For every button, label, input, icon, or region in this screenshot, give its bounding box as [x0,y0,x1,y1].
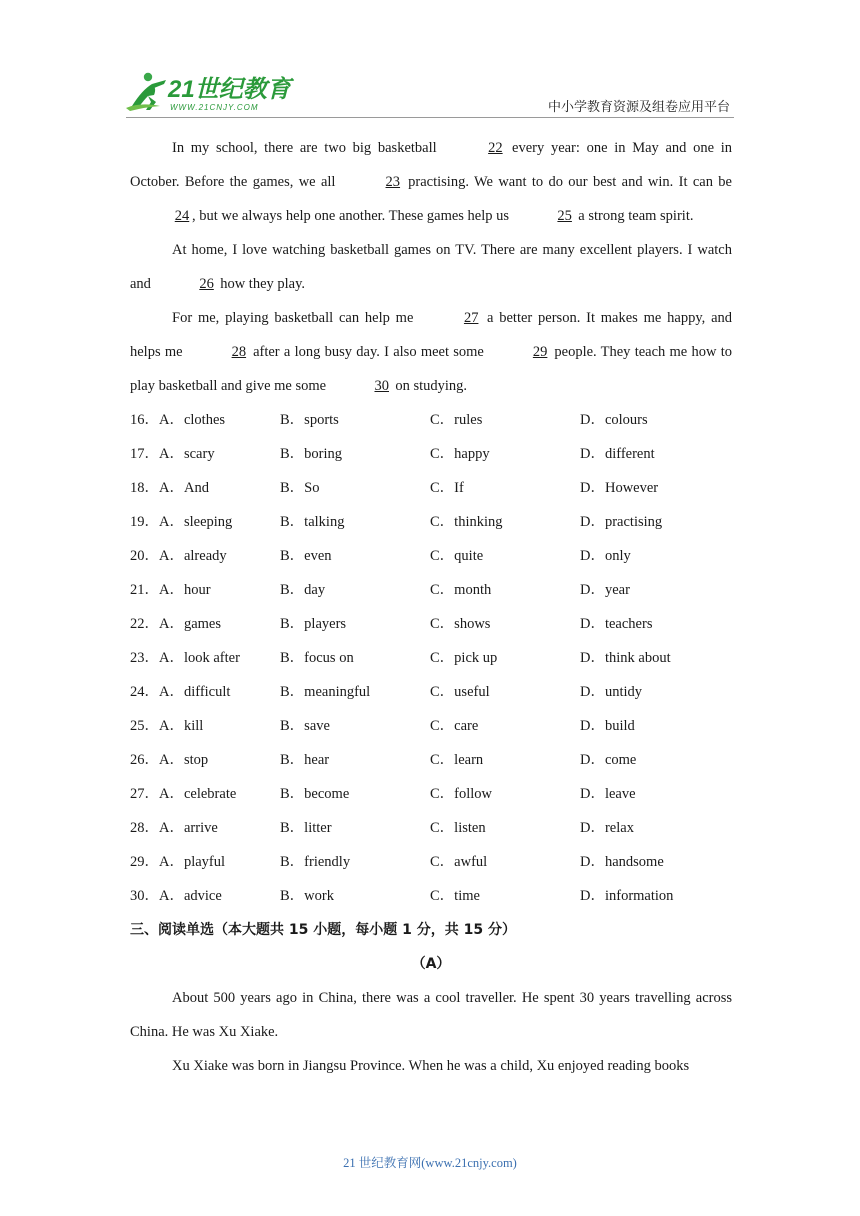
option-d: D．only [580,548,631,564]
option-b: B．talking [280,514,345,530]
option-b: B．hear [280,752,330,768]
question-row [130,743,732,777]
option-a [130,471,209,505]
reading-paragraph: Xu Xiake was born in Jiangsu Province. When he was a child, Xu enjoyed reading books [172,1058,690,1074]
question-number: 20． [130,548,159,564]
paragraph-text: For me, playing basketball can help me [172,310,420,326]
blank-24: 24 [174,208,190,224]
question-row [130,879,732,913]
question-list [130,403,732,913]
blank-29: 29 [532,344,548,360]
paragraph-text: after a long busy day. I also meet some [248,344,489,360]
cloze-paragraph [130,233,732,301]
question-row [130,539,732,573]
paragraph-text: a strong team spirit. [574,208,694,224]
blank-23: 23 [385,174,401,190]
question-row [130,505,732,539]
passage-label: （A） [411,956,451,972]
option-a [130,607,221,641]
question-row [130,607,732,641]
option-a-text: A．celebrate [159,786,237,802]
option-d: D．However [580,480,659,496]
question-number: 24． [130,684,159,700]
question-row [130,403,732,437]
question-number: 29． [130,854,159,870]
option-c: C．time [430,888,480,904]
question-number: 21． [130,582,159,598]
cloze-passage [130,131,732,403]
option-d: D．relax [580,820,634,836]
option-c: C．shows [430,616,491,632]
option-d: D．handsome [580,854,664,870]
question-row [130,437,732,471]
question-number: 26． [130,752,159,768]
site-logo [126,70,296,114]
option-a [130,505,232,539]
question-number: 18． [130,480,159,496]
option-b: B．players [280,616,347,632]
page-header [0,0,860,120]
option-b: B．save [280,718,330,734]
option-d: D．teachers [580,616,653,632]
paragraph-text: , but we always help one another. These games help us [192,208,513,224]
question-number: 17． [130,446,159,462]
option-a-text: A．kill [159,718,204,734]
option-a [130,675,230,709]
option-a-text: A．arrive [159,820,218,836]
option-c: C．thinking [430,514,503,530]
paragraph-text: people. They teach me how to play basketball and give me some [130,344,732,394]
cloze-paragraph [130,131,732,233]
option-b: B．boring [280,446,343,462]
option-b: B．focus on [280,650,354,666]
option-a-text: A．difficult [159,684,231,700]
option-a-text: A．scary [159,446,215,462]
question-number: 23． [130,650,159,666]
option-b: B．become [280,786,350,802]
option-c: C．pick up [430,650,498,666]
header-divider [126,117,734,118]
question-number: 22． [130,616,159,632]
option-a [130,539,227,573]
question-row [130,675,732,709]
logo-text: 21世纪教育 [168,76,291,103]
option-b: B．day [280,582,326,598]
reading-paragraph: About 500 years ago in China, there was a cool traveller. He spent 30 years travelling across China. He was Xu Xiake. [130,990,732,1040]
question-number: 16． [130,412,159,428]
option-a [130,879,222,913]
option-c: C．awful [430,854,488,870]
option-b: B．friendly [280,854,351,870]
logo-url: WWW.21CNJY.COM [170,103,259,112]
paragraph-text: a better person. It makes me happy, and helps me [130,310,732,360]
option-a [130,743,208,777]
option-c: C．follow [430,786,493,802]
option-a-text: A．games [159,616,222,632]
option-a-text: A．clothes [159,412,226,428]
option-c: C．happy [430,446,490,462]
option-a-text: A．sleeping [159,514,233,530]
paragraph-text: In my school, there are two big basketball [172,140,444,156]
question-number: 25． [130,718,159,734]
option-d: D．practising [580,514,663,530]
option-a-text: A．stop [159,752,209,768]
option-b: B．sports [280,412,339,428]
option-d: D．build [580,718,635,734]
question-number: 28． [130,820,159,836]
paragraph-text: practising. We want to do our best and win. It can be [402,174,732,190]
blank-27: 27 [463,310,479,326]
option-a [130,641,240,675]
option-a-text: A．hour [159,582,211,598]
option-c: C．useful [430,684,490,700]
option-a [130,403,225,437]
option-c: C．rules [430,412,483,428]
question-number: 19． [130,514,159,530]
option-d: D．year [580,582,630,598]
option-d: D．untidy [580,684,643,700]
question-number: 30． [130,888,159,904]
option-d: D．information [580,888,674,904]
option-a [130,709,203,743]
option-c: C．quite [430,548,484,564]
option-b: B．work [280,888,334,904]
question-row [130,845,732,879]
question-row [130,573,732,607]
blank-28: 28 [231,344,247,360]
option-c: C．listen [430,820,486,836]
option-a-text: A．advice [159,888,222,904]
question-number: 27． [130,786,159,802]
option-a [130,777,236,811]
blank-25: 25 [557,208,572,224]
question-row [130,709,732,743]
option-d: D．colours [580,412,648,428]
option-c: C．month [430,582,492,598]
question-row [130,641,732,675]
question-row [130,811,732,845]
document-body [130,131,732,1083]
cloze-paragraph [130,301,732,403]
platform-title: 中小学教育资源及组卷应用平台 [547,100,730,115]
option-b: B．litter [280,820,332,836]
option-b: B．So [280,480,320,496]
option-d: D．leave [580,786,636,802]
option-d: D．come [580,752,637,768]
paragraph-text: At home, I love watching basketball games on TV. There are many excellent players. I watch and [130,242,732,292]
paragraph-text: every year: one in May and one in October. Before the games, we all [130,140,732,190]
option-a [130,573,211,607]
paragraph-text: on studying. [391,378,468,394]
blank-30: 30 [374,378,389,394]
option-d: D．think about [580,650,671,666]
option-d: D．different [580,446,655,462]
option-c: C．care [430,718,479,734]
option-b: B．even [280,548,332,564]
option-a [130,811,218,845]
page-footer: 21 世纪教育网(www.21cnjy.com) [343,1156,517,1170]
blank-26: 26 [199,276,214,292]
option-a-text: A．already [159,548,227,564]
option-a-text: A．And [159,480,209,496]
option-b: B．meaningful [280,684,371,700]
option-c: C．If [430,480,464,496]
option-a-text: A．look after [159,650,240,666]
question-row [130,471,732,505]
option-c: C．learn [430,752,484,768]
blank-22: 22 [488,140,503,156]
question-row [130,777,732,811]
option-a-text: A．playful [159,854,226,870]
option-a [130,845,225,879]
option-a [130,437,215,471]
paragraph-text: how they play. [216,276,306,292]
section-heading: 三、阅读单选（本大题共 15 小题，每小题 1 分，共 15 分） [130,922,516,938]
